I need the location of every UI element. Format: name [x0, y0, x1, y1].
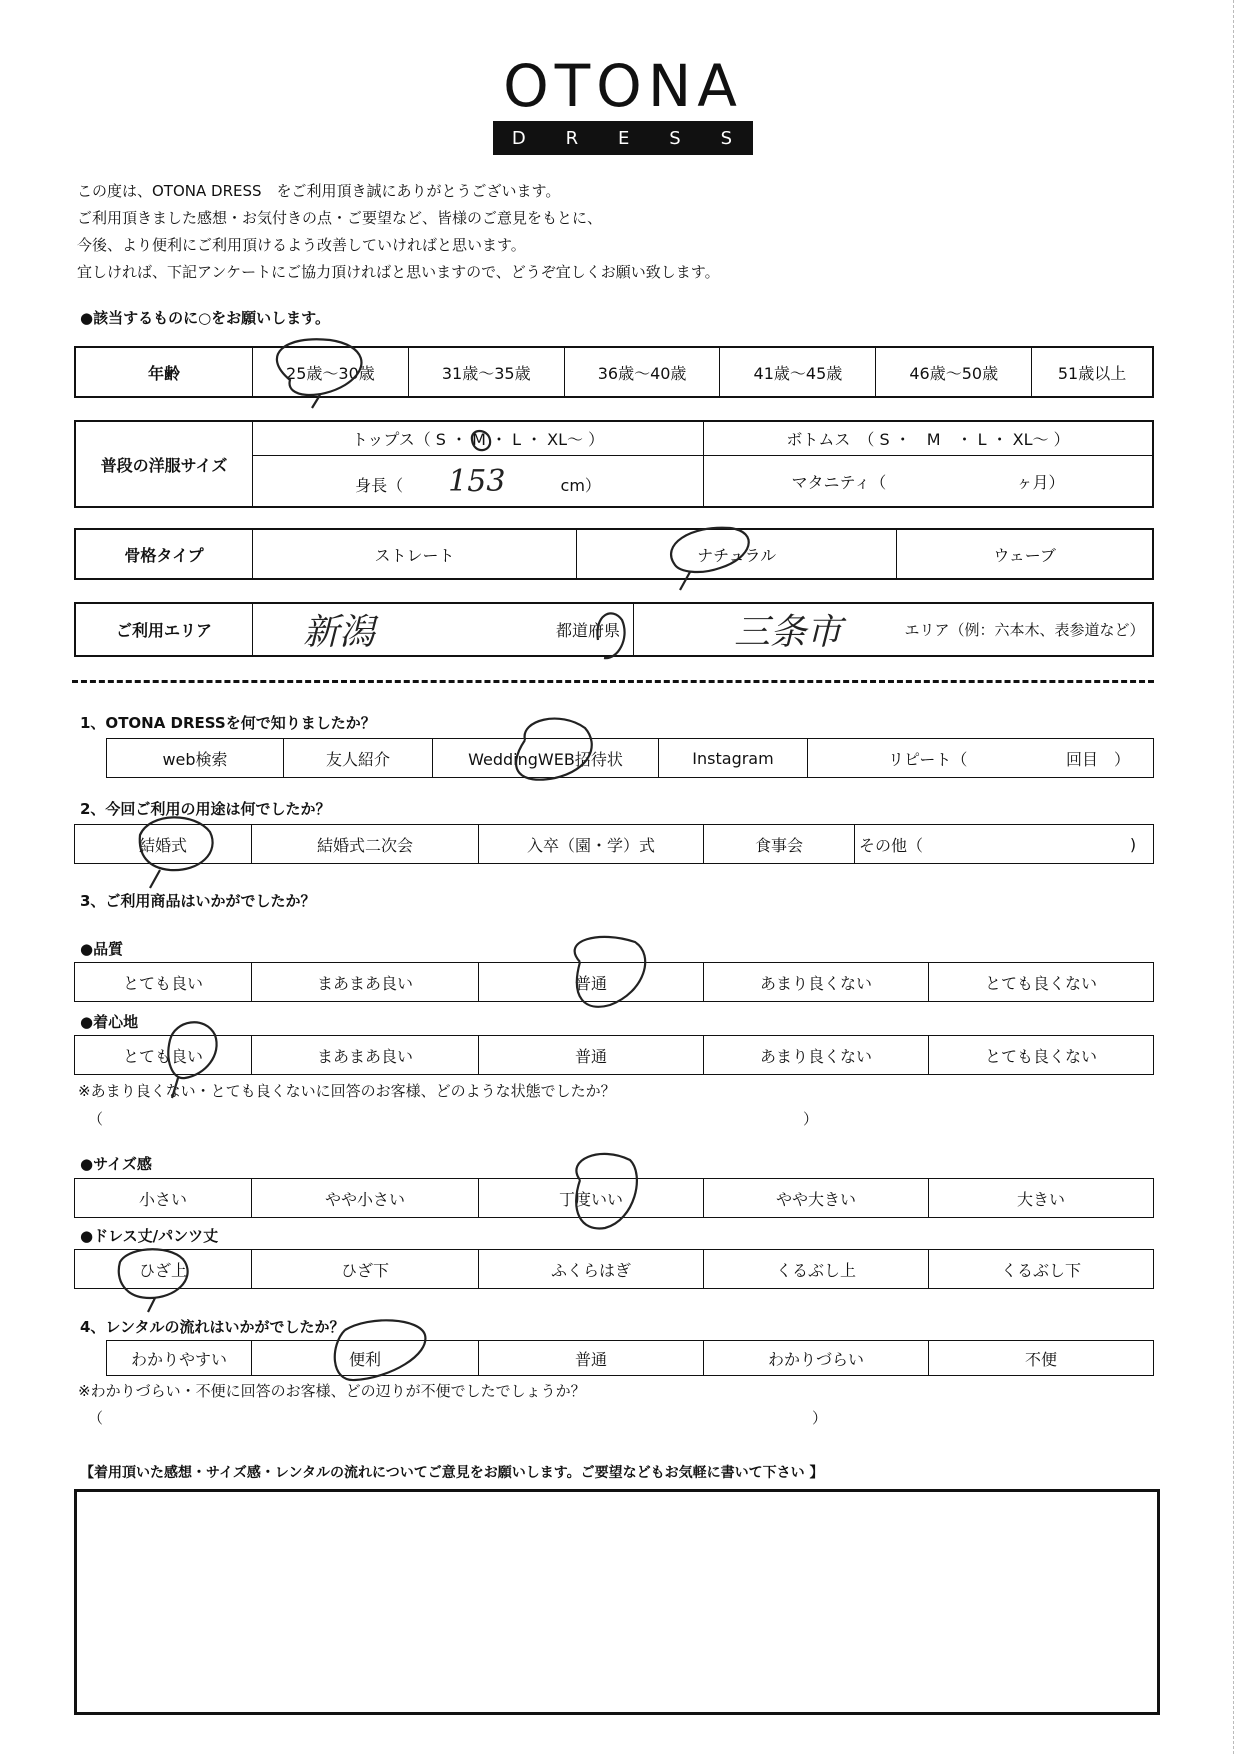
logo-letter: D — [511, 127, 528, 149]
q4-note: ※わかりづらい・不便に回答のお客様、どの辺りが不便でしたでしょうか？ — [78, 1382, 586, 1400]
comfort-paren-close: ） — [803, 1110, 819, 1128]
q2-option[interactable]: 結婚式二次会 — [252, 825, 479, 864]
intro-line: 今後、より便利にご利用頂けるよう改善していければと思います。 — [77, 236, 526, 254]
comfort-note: ※あまり良くない・とても良くないに回答のお客様、どのような状態でしたか？ — [78, 1082, 616, 1100]
section-divider — [72, 680, 1154, 683]
height-value: 153 — [448, 463, 506, 499]
intro-line: 宜しければ、下記アンケートにご協力頂ければと思いますので、どうぞ宜しくお願い致します。 — [77, 263, 720, 281]
q2-other[interactable]: その他（ — [855, 825, 1114, 864]
q4-table — [106, 1340, 1154, 1376]
city-handwriting: 三条市 — [734, 612, 843, 653]
profile-heading: ●該当するものに○をお願いします。 — [80, 309, 330, 327]
size-label: 普段の洋服サイズ — [75, 421, 253, 507]
q2-option[interactable]: 結婚式 — [75, 825, 252, 864]
q2-table — [74, 824, 1154, 864]
q4-option[interactable]: 不便 — [929, 1341, 1154, 1376]
q4-option[interactable]: わかりやすい — [107, 1341, 252, 1376]
scan-edge — [1233, 0, 1236, 1754]
body-type-table — [74, 528, 1154, 580]
prefecture-suffix: 都道府県 — [543, 603, 634, 656]
quality-label: ●品質 — [80, 940, 124, 958]
brand-logo: OTONA — [503, 52, 743, 120]
length-label: ●ドレス丈/パンツ丈 — [80, 1227, 219, 1245]
prefecture-value[interactable] — [253, 603, 544, 656]
logo-letter: S — [669, 127, 683, 149]
logo-letter: E — [618, 127, 632, 149]
maternity-prefix: マタニティ（ — [791, 472, 887, 492]
q1-table — [106, 738, 1154, 778]
comfort-label: ●着心地 — [80, 1013, 139, 1031]
q2-option[interactable]: 入卒（園・学）式 — [479, 825, 704, 864]
length-option[interactable]: ひざ上 — [75, 1250, 252, 1289]
intro-text — [77, 178, 720, 286]
size-feel-table — [74, 1178, 1154, 1218]
q2-option[interactable]: 食事会 — [704, 825, 855, 864]
maternity-field[interactable] — [704, 456, 1154, 507]
intro-line: ご利用頂きました感想・お気付きの点・ご要望など、皆様のご意見をもとに、 — [77, 209, 603, 227]
age-option[interactable]: 51歳以上 — [1032, 347, 1153, 397]
age-option[interactable]: 25歳～30歳 — [253, 347, 409, 397]
city-suffix: エリア（例：六本木、表参道など） — [897, 603, 1153, 656]
q4-option[interactable]: 普通 — [479, 1341, 704, 1376]
age-label: 年齢 — [75, 347, 253, 397]
comfort-paren-open: （ — [88, 1110, 104, 1128]
length-table — [74, 1249, 1154, 1289]
length-option[interactable]: ふくらはぎ — [479, 1250, 704, 1289]
body-type-option[interactable]: ナチュラル — [577, 529, 897, 579]
q1-title: 1、OTONA DRESSを何で知りましたか？ — [80, 714, 376, 732]
comfort-option[interactable]: とても良い — [75, 1036, 252, 1075]
q4-paren-close: ） — [812, 1409, 828, 1427]
q3-title: 3、ご利用商品はいかがでしたか？ — [80, 892, 316, 910]
body-type-option[interactable]: ウェーブ — [897, 529, 1153, 579]
logo-letter: R — [565, 127, 581, 149]
comfort-option[interactable]: とても良くない — [929, 1036, 1154, 1075]
quality-option[interactable]: とても良い — [75, 963, 252, 1002]
comfort-table — [74, 1035, 1154, 1075]
logo-letter: S — [720, 127, 734, 149]
size-feel-option[interactable]: 大きい — [929, 1179, 1154, 1218]
intro-line: この度は、OTONA DRESS をご利用頂き誠にありがとうございます。 — [77, 182, 561, 200]
quality-table — [74, 962, 1154, 1002]
body-type-label: 骨格タイプ — [75, 529, 253, 579]
q1-option[interactable]: 友人紹介 — [284, 739, 433, 778]
age-option[interactable]: 41歳～45歳 — [720, 347, 876, 397]
comments-title: 【着用頂いた感想・サイズ感・レンタルの流れについてご意見をお願いします。ご要望などもお気軽に書いて下さい 】 — [80, 1465, 824, 1481]
q4-option[interactable]: 便利 — [252, 1341, 479, 1376]
size-feel-option[interactable]: 小さい — [75, 1179, 252, 1218]
maternity-suffix: ヶ月） — [1016, 472, 1065, 492]
height-prefix: 身長（ — [355, 475, 404, 495]
city-value[interactable] — [634, 603, 898, 656]
length-option[interactable]: くるぶし上 — [704, 1250, 929, 1289]
quality-option[interactable]: まあまあ良い — [252, 963, 479, 1002]
size-feel-option[interactable]: 丁度いい — [479, 1179, 704, 1218]
q4-option[interactable]: わかりづらい — [704, 1341, 929, 1376]
q1-repeat[interactable]: リピート（ — [808, 739, 1044, 778]
size-feel-option[interactable]: やや小さい — [252, 1179, 479, 1218]
q1-option[interactable]: WeddingWEB招待状 — [433, 739, 659, 778]
body-type-option[interactable]: ストレート — [253, 529, 577, 579]
size-table — [74, 420, 1154, 508]
comfort-option[interactable]: あまり良くない — [704, 1036, 929, 1075]
q4-paren-open: （ — [88, 1409, 104, 1427]
q1-repeat-count: 回目 ） — [1043, 739, 1154, 778]
comfort-option[interactable]: まあまあ良い — [252, 1036, 479, 1075]
size-feel-option[interactable]: やや大きい — [704, 1179, 929, 1218]
age-table — [74, 346, 1154, 398]
height-suffix: cm） — [560, 475, 601, 495]
comfort-option[interactable]: 普通 — [479, 1036, 704, 1075]
quality-option[interactable]: あまり良くない — [704, 963, 929, 1002]
q1-option[interactable]: web検索 — [107, 739, 284, 778]
q1-option[interactable]: Instagram — [659, 739, 808, 778]
q2-other-close: ) — [1113, 825, 1154, 864]
quality-option[interactable]: 普通 — [479, 963, 704, 1002]
age-option[interactable]: 46歳～50歳 — [876, 347, 1032, 397]
comments-box[interactable] — [74, 1489, 1160, 1715]
area-label: ご利用エリア — [75, 603, 253, 656]
prefecture-handwriting: 新潟 — [303, 612, 376, 653]
size-feel-label: ●サイズ感 — [80, 1155, 152, 1173]
bottoms-size[interactable]: ボトムス （ S ・ M ・ L ・ XL～ ） — [704, 421, 1154, 456]
brand-sub-logo — [493, 121, 753, 155]
tops-size[interactable]: トップス（ S ・ M ・ L ・ XL～ ） — [253, 421, 704, 456]
age-option[interactable]: 31歳～35歳 — [408, 347, 564, 397]
length-option[interactable]: くるぶし下 — [929, 1250, 1154, 1289]
area-table — [74, 602, 1154, 657]
q2-title: 2、今回ご利用の用途は何でしたか？ — [80, 800, 331, 818]
q4-title: 4、レンタルの流れはいかがでしたか？ — [80, 1318, 345, 1336]
age-option[interactable]: 36歳～40歳 — [564, 347, 720, 397]
height-field[interactable] — [253, 456, 704, 507]
quality-option[interactable]: とても良くない — [929, 963, 1154, 1002]
length-option[interactable]: ひざ下 — [252, 1250, 479, 1289]
